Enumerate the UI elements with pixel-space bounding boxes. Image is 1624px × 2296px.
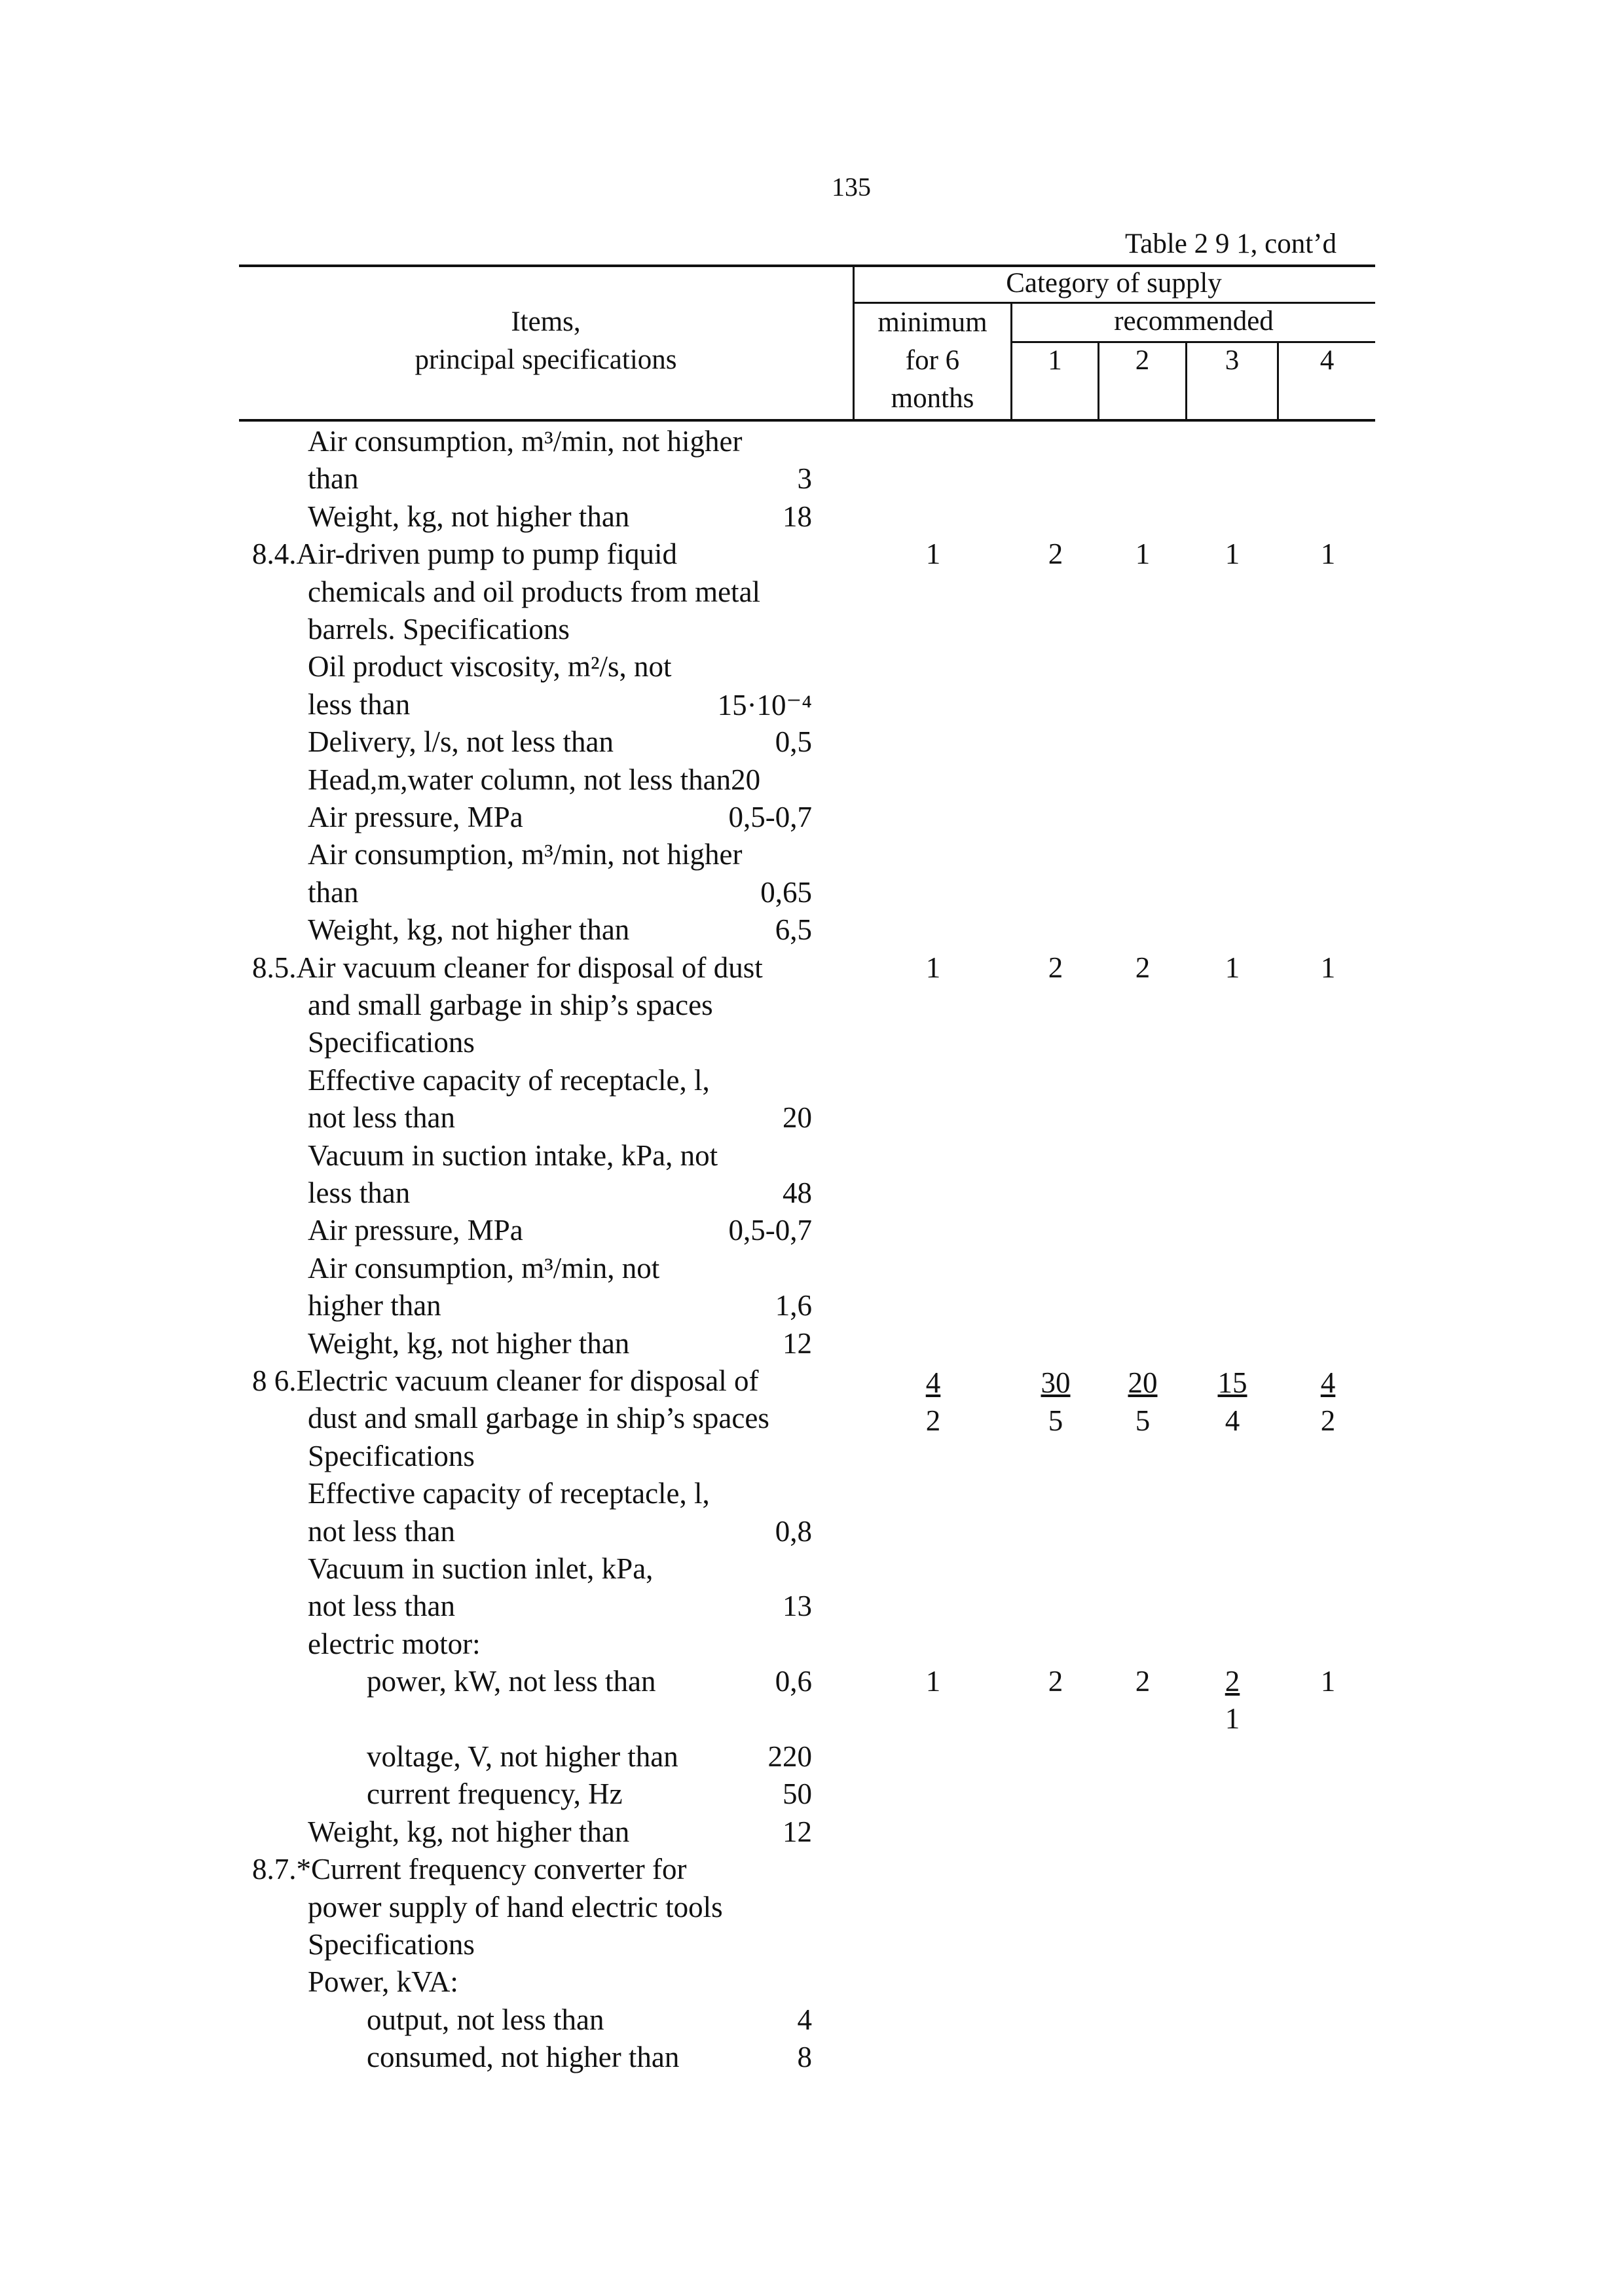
row-text: Weight, kg, not higher than — [308, 913, 630, 947]
table-row — [0, 1476, 1624, 1514]
page-number: 135 — [832, 172, 871, 202]
supply-cell: 2 — [1135, 951, 1151, 984]
fraction-numerator: 4 — [1320, 1366, 1336, 1399]
table-row — [0, 1401, 1624, 1439]
row-text: and small garbage in ship’s spaces — [308, 989, 713, 1021]
supply-cell: 2 — [1135, 1665, 1151, 1698]
items-header-line1: Items, — [511, 306, 581, 337]
row-text: Delivery, l/s, not less than — [308, 725, 614, 759]
table-row — [0, 424, 1624, 462]
supply-cell: 2 — [1048, 951, 1063, 984]
table-row — [0, 1025, 1624, 1063]
row-text: Air consumption, m³/min, not — [308, 1251, 660, 1285]
supply-cell: 1 — [925, 1665, 941, 1698]
table-row — [0, 913, 1624, 951]
supply-cell: 1 — [1320, 1665, 1336, 1698]
table-row — [0, 1890, 1624, 1928]
table-row — [0, 1326, 1624, 1364]
table-row — [0, 725, 1624, 763]
col2-header: 2 — [1135, 345, 1150, 376]
col4-header: 4 — [1320, 345, 1335, 376]
row-value: 13 — [783, 1590, 812, 1623]
supply-cell: 1 — [1225, 951, 1240, 984]
row-value: 3 — [797, 462, 812, 496]
col1-header: 1 — [1048, 345, 1062, 376]
table-row — [0, 1740, 1624, 1777]
row-text: Specifications — [308, 1439, 475, 1472]
supply-cell: 1 — [1320, 538, 1336, 571]
row-value: 220 — [767, 1740, 812, 1773]
row-text: Effective capacity of receptacle, l, — [308, 1477, 710, 1510]
minimum-header-line3: months — [891, 383, 974, 414]
recommended-header: recommended — [1114, 306, 1274, 337]
fraction-numerator: 30 — [1041, 1366, 1071, 1399]
supply-cell-sub: 1 — [1225, 1702, 1240, 1736]
row-text: Head,m,water column, not less than20 — [308, 763, 761, 796]
row-text: than — [308, 462, 359, 496]
row-text: less than — [308, 687, 411, 721]
table-row — [0, 2003, 1624, 2041]
row-text: barrels. Specifications — [308, 613, 570, 646]
table-row — [0, 649, 1624, 687]
supply-cell: 1 — [1225, 538, 1240, 571]
table-row — [0, 1552, 1624, 1590]
row-value: 0,5-0,7 — [728, 1214, 812, 1247]
supply-cell: 1 — [925, 538, 941, 571]
table-row — [0, 1176, 1624, 1214]
fraction-denominator: 2 — [925, 1404, 941, 1437]
row-text: consumed, not higher than — [367, 2041, 680, 2074]
row-value: 0,8 — [775, 1514, 812, 1548]
header-bottom-rule — [239, 419, 1375, 422]
table-row — [0, 1965, 1624, 2003]
row-text: Specifications — [308, 1928, 475, 1961]
table-row — [0, 500, 1624, 538]
row-value: 18 — [783, 500, 812, 533]
row-text: Weight, kg, not higher than — [308, 1815, 630, 1848]
table-row — [0, 837, 1624, 875]
row-text: not less than — [308, 1101, 455, 1135]
row-value: 8 — [797, 2041, 812, 2074]
row-value: 0,5-0,7 — [728, 801, 812, 833]
minimum-header-line2: for 6 — [905, 345, 960, 376]
row-text: electric motor: — [308, 1627, 481, 1660]
table-row — [0, 988, 1624, 1026]
row-value: 20 — [783, 1101, 812, 1135]
row-text: less than — [308, 1176, 411, 1209]
row-text: Vacuum in suction intake, kPa, not — [308, 1139, 718, 1172]
row-text: chemicals and oil products from metal — [308, 575, 761, 608]
fraction-numerator: 4 — [925, 1366, 941, 1399]
table-row — [0, 462, 1624, 500]
table-row — [0, 800, 1624, 838]
row-text: Weight, kg, not higher than — [308, 500, 630, 533]
row-value: 0,65 — [760, 875, 812, 909]
row-text: power, kW, not less than — [367, 1665, 656, 1698]
row-text: Oil product viscosity, m²/s, not — [308, 650, 672, 683]
table-row — [0, 875, 1624, 913]
row-text: current frequency, Hz — [367, 1777, 623, 1811]
row-value: 0,6 — [775, 1665, 812, 1698]
table-row — [0, 1852, 1624, 1890]
items-header-line2: principal specifications — [415, 344, 677, 375]
table-row — [0, 575, 1624, 613]
table-row — [0, 537, 1624, 575]
row-text: Effective capacity of receptacle, l, — [308, 1063, 710, 1097]
row-value: 50 — [783, 1777, 812, 1811]
category-underline — [853, 302, 1375, 304]
table-row — [0, 1288, 1624, 1326]
recommended-underline — [1012, 341, 1375, 343]
category-header: Category of supply — [1006, 268, 1222, 299]
table-row — [0, 1777, 1624, 1815]
row-text: Specifications — [308, 1026, 475, 1059]
supply-cell: 2 — [1048, 1665, 1063, 1698]
row-value: 1,6 — [775, 1289, 812, 1322]
table-row — [0, 687, 1624, 725]
table-caption: Table 2 9 1, cont’d — [1125, 228, 1337, 259]
supply-cell: 2 — [1225, 1665, 1240, 1698]
supply-cell: 1 — [1320, 951, 1336, 984]
minimum-header-line1: minimum — [877, 307, 987, 338]
row-text: higher than — [308, 1289, 441, 1322]
row-text: not less than — [308, 1514, 455, 1548]
row-text: not less than — [308, 1590, 455, 1623]
table-row — [0, 1815, 1624, 1853]
row-text: 8 6.Electric vacuum cleaner for disposal of — [252, 1364, 759, 1397]
fraction-denominator: 4 — [1225, 1404, 1240, 1437]
row-text: Air pressure, MPa — [308, 1214, 523, 1247]
supply-cell: 1 — [925, 951, 941, 984]
row-text: 8.7.*Current frequency converter for — [252, 1853, 687, 1886]
row-value: 15·10⁻⁴ — [717, 688, 812, 721]
col3-header: 3 — [1225, 345, 1240, 376]
row-text: Power, kVA: — [308, 1965, 458, 1999]
row-value: 12 — [783, 1326, 812, 1360]
row-value: 0,5 — [775, 725, 812, 759]
table-row — [0, 1101, 1624, 1139]
table-row — [0, 2040, 1624, 2078]
table-row — [0, 1139, 1624, 1176]
table-row — [0, 1514, 1624, 1552]
supply-cell: 1 — [1135, 538, 1151, 571]
row-value: 48 — [783, 1176, 812, 1209]
table-row — [0, 951, 1624, 989]
table-row — [0, 1627, 1624, 1665]
row-text: 8.4.Air-driven pump to pump fiquid — [252, 538, 678, 571]
row-text: Air consumption, m³/min, not higher — [308, 425, 743, 458]
table-row — [0, 1213, 1624, 1251]
row-text: voltage, V, not higher than — [367, 1740, 678, 1773]
table-row — [0, 763, 1624, 801]
row-text: than — [308, 875, 359, 909]
row-value: 12 — [783, 1815, 812, 1848]
table-row — [0, 1702, 1624, 1740]
row-text: 8.5.Air vacuum cleaner for disposal of dust — [252, 951, 763, 984]
fraction-numerator: 20 — [1128, 1366, 1158, 1399]
row-text: power supply of hand electric tools — [308, 1890, 723, 1923]
row-text: Vacuum in suction inlet, kPa, — [308, 1552, 654, 1585]
fraction-denominator: 5 — [1135, 1404, 1151, 1437]
fraction-denominator: 2 — [1320, 1404, 1336, 1437]
supply-cell: 2 — [1048, 538, 1063, 571]
fraction-denominator: 5 — [1048, 1404, 1063, 1437]
row-text: Air consumption, m³/min, not higher — [308, 838, 743, 871]
table-row — [0, 1927, 1624, 1965]
table-row — [0, 1251, 1624, 1289]
row-value: 6,5 — [775, 913, 812, 947]
table-row — [0, 1439, 1624, 1477]
table-row — [0, 1664, 1624, 1736]
row-value: 4 — [797, 2003, 812, 2036]
row-text: Air pressure, MPa — [308, 801, 523, 833]
row-text: Weight, kg, not higher than — [308, 1326, 630, 1360]
row-text: dust and small garbage in ship’s spaces — [308, 1402, 769, 1435]
table-row — [0, 612, 1624, 650]
row-text: output, not less than — [367, 2003, 604, 2036]
table-row — [0, 1063, 1624, 1101]
fraction-numerator: 15 — [1217, 1366, 1247, 1399]
table-row — [0, 1589, 1624, 1627]
